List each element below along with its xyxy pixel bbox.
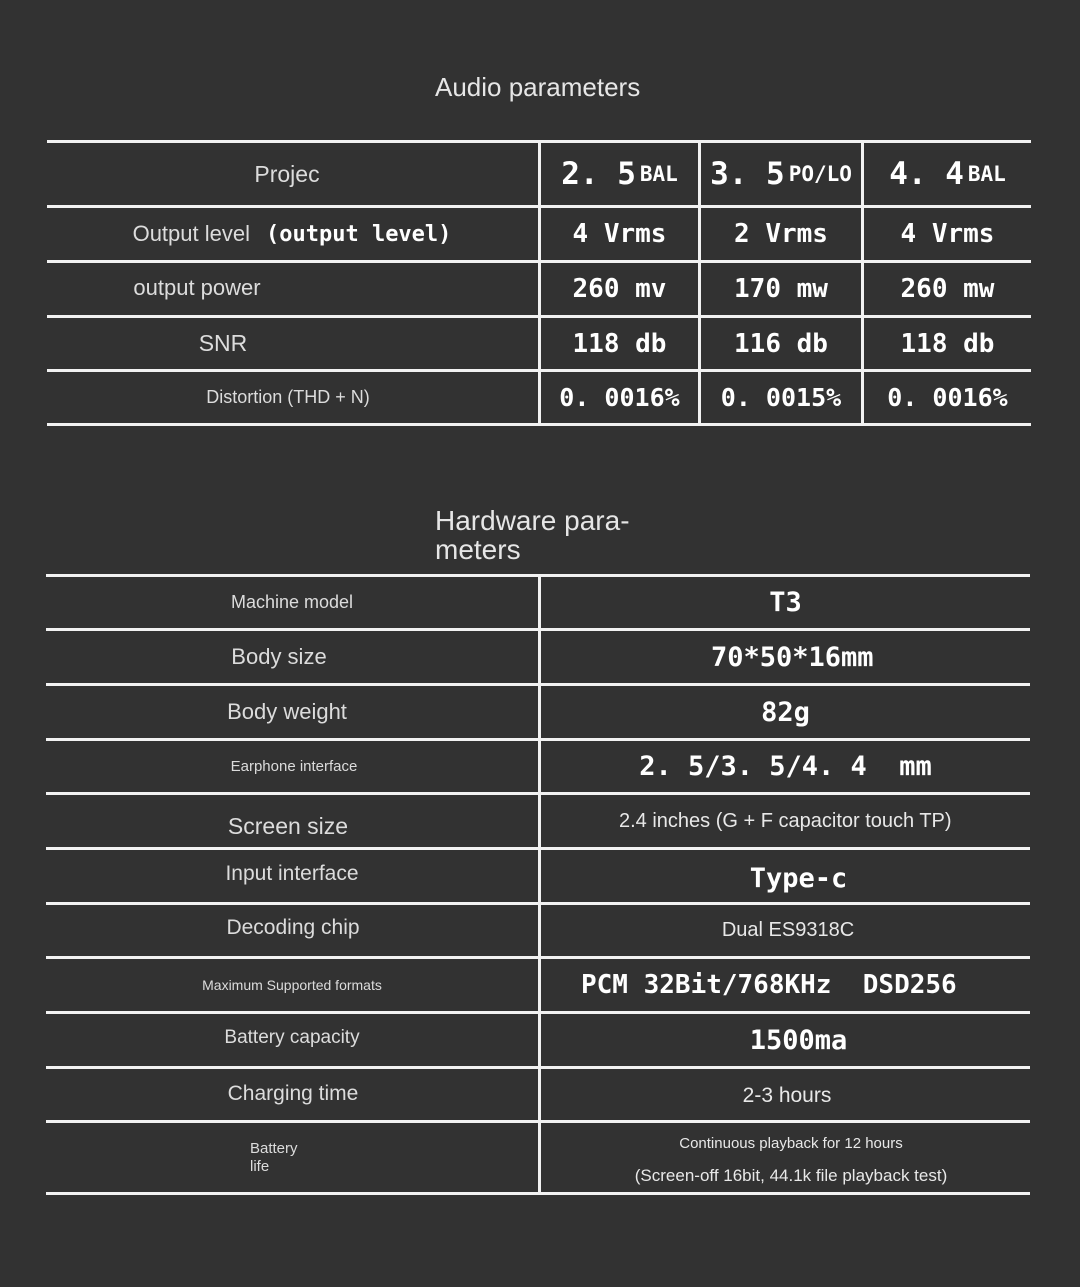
table-row-label xyxy=(47,263,347,313)
header-col-main: 3. 5 xyxy=(710,156,785,192)
table-cell-value: PCM 32Bit/768KHz DSD256 xyxy=(581,970,957,1000)
row-label-text: Output level xyxy=(132,221,250,246)
table-cell-value: 170 mw xyxy=(734,274,828,304)
table-cell-value: 1500ma xyxy=(749,1024,848,1056)
table-cell-value: 116 db xyxy=(734,328,828,359)
header-col-unit: BAL xyxy=(639,162,678,186)
table-cell-value: 260 mv xyxy=(572,274,667,304)
row-label-text: Distortion (THD + N) xyxy=(206,386,370,407)
row-label-text: SNR xyxy=(198,329,248,356)
table-row-label xyxy=(47,318,399,368)
row-label-sub: (output level) xyxy=(265,221,452,247)
row-label-text: Battery life xyxy=(250,1140,298,1175)
table-row-label: Body weight xyxy=(227,699,347,724)
audio-header-col-4-4 xyxy=(864,143,1031,205)
table-cell-value: 82g xyxy=(761,696,810,728)
table-cell-value: 4 Vrms xyxy=(900,219,995,249)
table-cell-value: Type-c xyxy=(749,862,848,894)
table-row-label: Input interface xyxy=(225,862,359,885)
table-row-label: Battery capacity xyxy=(224,1027,360,1048)
table-cell-value: 2. 5/3. 5/4. 4 mm xyxy=(639,751,932,782)
hardware-section-title: Hardware para- meters xyxy=(435,505,630,566)
table-row-label xyxy=(250,1128,330,1188)
table-cell-value: 0. 0015% xyxy=(720,383,842,412)
table-cell-value: 260 mw xyxy=(900,274,995,304)
table-cell-value: 4 Vrms xyxy=(572,219,667,249)
table-cell-value: 118 db xyxy=(572,328,667,359)
table-cell-value: Continuous playback for 12 hours xyxy=(679,1134,903,1152)
audio-header-col-2-5 xyxy=(541,143,698,205)
audio-section-title: Audio parameters xyxy=(435,72,641,102)
table-row-label: Machine model xyxy=(230,592,354,612)
audio-header-label xyxy=(47,143,537,205)
table-cell-value: 0. 0016% xyxy=(887,383,1008,412)
audio-header-col-3-5 xyxy=(701,143,861,205)
header-col-unit: PO/LO xyxy=(788,162,852,186)
header-col-unit: BAL xyxy=(967,162,1006,186)
table-cell-value-note: (Screen-off 16bit, 44.1k file playback test) xyxy=(634,1166,948,1185)
header-col-main: 2. 5 xyxy=(561,156,636,192)
table-row-label: Decoding chip xyxy=(226,916,360,939)
table-row-label: Earphone interface xyxy=(230,758,358,775)
table-cell-value: 2-3 hours xyxy=(742,1083,832,1107)
table-row-label: Body size xyxy=(231,644,327,669)
table-row-label: Maximum Supported formats xyxy=(202,977,382,993)
row-label-text: output power xyxy=(133,275,261,300)
table-cell-value: 118 db xyxy=(900,328,995,359)
table-cell-value: 2 Vrms xyxy=(734,219,828,249)
header-label-text: Projec xyxy=(254,160,320,187)
table-row-label xyxy=(47,372,529,422)
table-cell-value: 70*50*16mm xyxy=(711,641,874,673)
table-cell-value: T3 xyxy=(769,587,802,618)
table-cell-value: 0. 0016% xyxy=(559,383,680,412)
header-col-main: 4. 4 xyxy=(889,156,964,192)
table-row-label: Screen size xyxy=(227,812,349,839)
table-cell-value: 2.4 inches (G + F capacitor touch TP) xyxy=(619,809,952,832)
table-cell-value: Dual ES9318C xyxy=(721,919,855,941)
table-row-label: Charging time xyxy=(227,1081,359,1105)
table-row-label xyxy=(47,208,537,260)
